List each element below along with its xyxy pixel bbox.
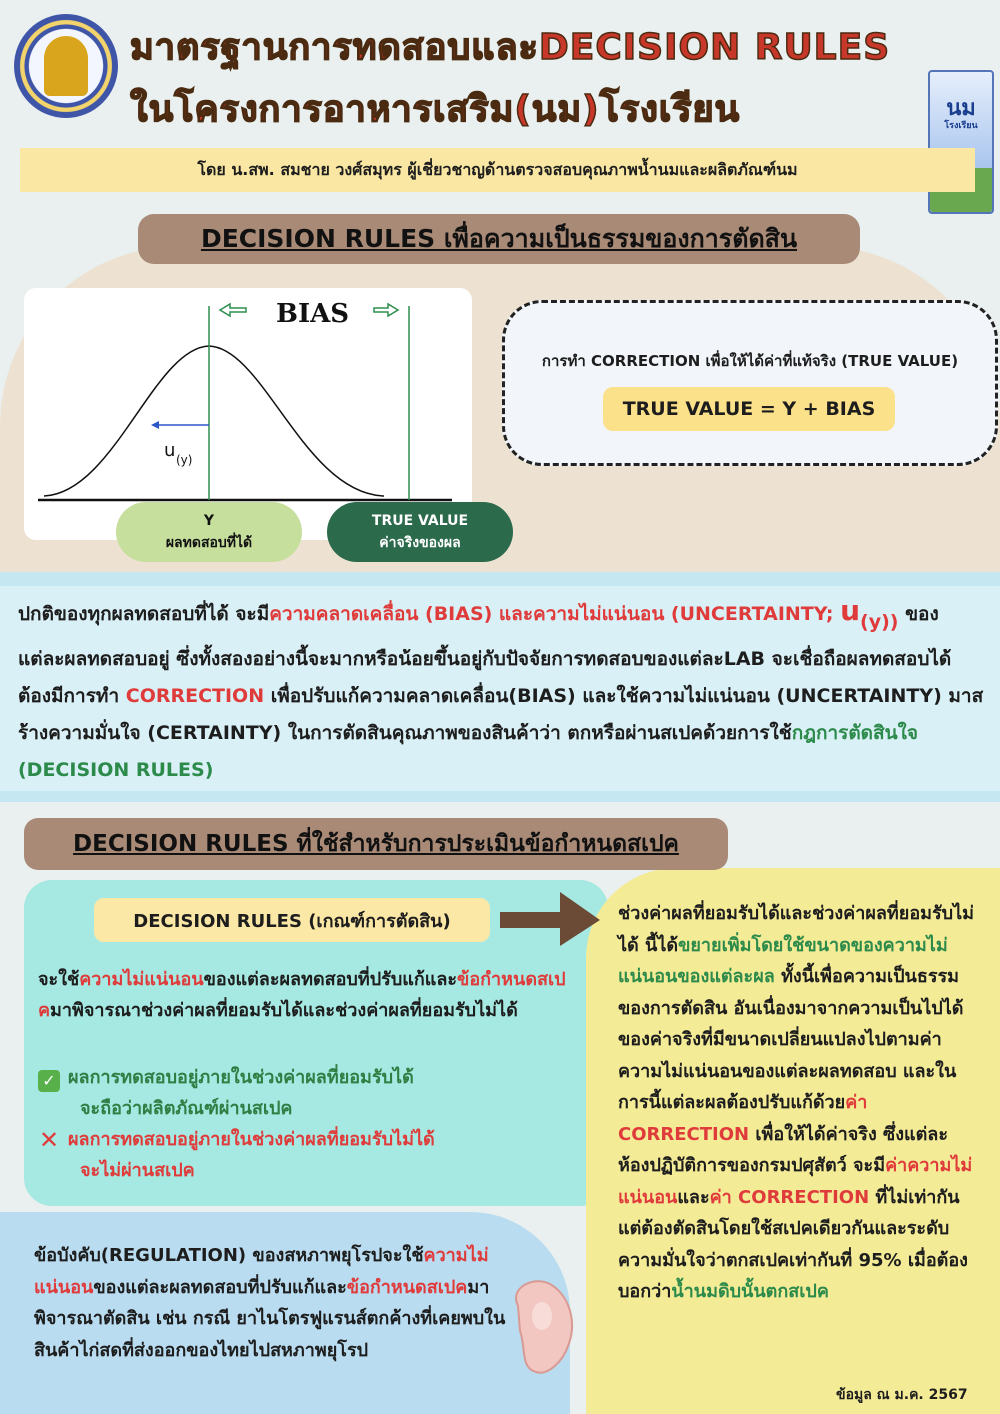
section2-heading: DECISION RULES ที่ใช้สำหรับการประเมินข้อกำหนดสเปค xyxy=(24,818,728,870)
true-value-desc: ค่าจริงของผล xyxy=(379,535,461,551)
right-text-part: เพื่อให้ได้ค่าจริง ซึ่งแต่ละห้องปฏิบัติการของกรมปศุสัตว์ จะมี xyxy=(618,1123,948,1176)
decision-rules-text xyxy=(38,964,598,1026)
true-value-formula: TRUE VALUE = Y + BIAS xyxy=(603,387,895,431)
acceptance-range-text xyxy=(618,898,978,1308)
dr-text-part: มาพิจารณาช่วงค่าผลที่ยอมรับได้และช่วงค่าผลที่ยอมรับไม่ได้ xyxy=(50,1000,518,1021)
right-highlight-uncertainty: ค่าความไม่แน่นอน xyxy=(618,1155,973,1208)
regulation-text xyxy=(34,1240,534,1366)
true-value-oval xyxy=(327,502,513,562)
para-highlight-bias: ความคลาดเคลื่อน (BIAS) และความไม่แน่นอน (UNCERTAINTY; xyxy=(269,603,841,625)
right-text-part: ทั้งนี้เพื่อความเป็นธรรมของการตัดสิน อันเนื่องมาจากความเป็นไปได้ของค่าจริงที่มีขนาดเปลี่ยนแปลงไปตามค่าความไม่แน่นอนของแต่ละผลทดสอบ และในการนี้แต่ละผลต้องปรับแก้ด้วย xyxy=(618,966,964,1113)
right-text-part: และ xyxy=(677,1186,710,1208)
y-label: Y xyxy=(203,513,215,529)
intro-paragraph xyxy=(18,592,984,789)
author-byline: โดย น.สพ. สมชาย วงศ์สมุทร ผู้เชี่ยวชาญด้านตรวจสอบคุณภาพน้ำนมและผลิตภัณฑ์นม xyxy=(20,148,975,192)
fail-rule-result: จะไม่ผ่านสเปค xyxy=(80,1160,195,1181)
reg-highlight-uncertainty: ความไม่แน่นอน xyxy=(34,1245,489,1298)
right-highlight-rawmilk: น้ำนมดิบนั้นตกสเปค xyxy=(671,1281,829,1302)
milk-logo-text: นม xyxy=(946,96,976,121)
y-desc: ผลทดสอบที่ได้ xyxy=(165,535,253,551)
cross-icon: ✕ xyxy=(38,1126,60,1154)
para-highlight-correction: CORRECTION xyxy=(125,685,265,707)
page-title-line2: ในโครงการอาหารเสริม(นม)โรงเรียน xyxy=(130,89,741,130)
true-value-label: TRUE VALUE xyxy=(371,513,469,529)
right-arrow-icon xyxy=(498,888,602,948)
department-seal-logo xyxy=(14,14,118,118)
para-u-sub: (y)) xyxy=(860,611,899,633)
pass-rule-result: จะถือว่าผลิตภัณฑ์ผ่านสเปค xyxy=(80,1098,293,1119)
correction-box xyxy=(502,300,998,466)
right-highlight-expand: ขยายเพิ่มโดยใช้ขนาดของความไม่แน่นอนของแต่ละผล xyxy=(618,934,948,987)
correction-label: การทำ CORRECTION เพื่อให้ได้ค่าที่แท้จริง (TRUE VALUE) xyxy=(541,352,959,370)
chicken-leg-icon xyxy=(508,1276,588,1386)
right-text-part: ที่ไม่เท่ากัน แต่ต้องตัดสินโดยใช้สเปคเดียวกันและระดับความมั่นใจว่าตกสเปคเท่ากันที่ 95% เมื่อต้องบอกว่า xyxy=(618,1186,968,1302)
para-text: เพื่อปรับแก้ความคลาดเคลื่อน(BIAS) และใช้ความไม่แน่นอน (UNCERTAINTY) มาสร้างความมั่นใจ (CERTAINTY) ในการตัดสินคุณภาพของสินค้าว่า ตกหรือผ่านสเปคด้วยการใช้ xyxy=(18,685,984,744)
reg-text-part: มาพิจารณาตัดสิน เช่น กรณี ยาไนโตรฟูแรนส์ตกค้างที่เคยพบในสินค้าไก่สดที่ส่งออกของไทยไปสหภาพยุโรป xyxy=(34,1276,506,1361)
bias-left-arrow-icon xyxy=(220,304,246,316)
data-date-credit: ข้อมูล ณ ม.ค. 2567 xyxy=(836,1387,968,1403)
right-text-part: ช่วงค่าผลที่ยอมรับได้และช่วงค่าผลที่ยอมรับไม่ได้ นี้ได้ xyxy=(618,903,975,956)
dr-text-part: จะใช้ xyxy=(38,969,80,990)
uncertainty-sub: (y) xyxy=(176,453,193,467)
school-milk-box-logo xyxy=(928,70,994,214)
bias-label: BIAS xyxy=(276,299,350,329)
page-title-line1: มาตรฐานการทดสอบและDECISION RULES xyxy=(130,27,891,68)
para-text: ปกติของทุกผลทดสอบที่ได้ จะมี xyxy=(18,603,270,625)
dr-highlight-spec: ข้อกำหนดสเปค xyxy=(38,969,566,1021)
section1-heading: DECISION RULES เพื่อความเป็นธรรมของการตัดสิน xyxy=(138,214,860,264)
fail-rule xyxy=(38,1124,598,1186)
reg-text-part: ข้อบังคับ(REGULATION) ของสหภาพยุโรปจะใช้ xyxy=(34,1245,424,1266)
reg-highlight-spec: ข้อกำหนดสเปค xyxy=(346,1276,468,1298)
reg-text-part: ของแต่ละผลทดสอบที่ปรับแก้และ xyxy=(93,1276,347,1298)
para-text: ของแต่ละผลทดสอบอยู่ ซึ่งทั้งสองอย่างนี้จะมากหรือน้อยขึ้นอยู่กับปัจจัยการทดสอบของแต่ละLAB จะเชื่อถือผลทดสอบได้ต้องมีการทำ xyxy=(18,603,952,707)
check-icon: ✓ xyxy=(38,1070,60,1092)
bias-right-arrow-icon xyxy=(374,304,398,316)
decision-rules-label: DECISION RULES (เกณฑ์การตัดสิน) xyxy=(94,898,490,942)
right-highlight-correction2: ค่า CORRECTION xyxy=(709,1186,870,1208)
pass-rule xyxy=(38,1062,598,1124)
para-highlight-rules: กฎการตัดสินใจ (DECISION RULES) xyxy=(18,722,919,781)
dr-highlight-uncertainty: ความไม่แน่นอน xyxy=(79,969,204,990)
fail-rule-text: ผลการทดสอบอยู่ภายในช่วงค่าผลที่ยอมรับไม่ได้ xyxy=(68,1129,435,1150)
milk-logo-subtext: โรงเรียน xyxy=(944,121,978,131)
y-result-oval xyxy=(116,502,302,562)
uncertainty-label: u xyxy=(164,440,176,461)
pass-rule-text: ผลการทดสอบอยู่ภายในช่วงค่าผลที่ยอมรับได้ xyxy=(68,1067,414,1088)
right-highlight-correction: ค่า CORRECTION xyxy=(618,1092,868,1145)
para-u-symbol: u xyxy=(840,594,861,627)
dr-text-part: ของแต่ละผลทดสอบที่ปรับแก้และ xyxy=(203,969,458,990)
